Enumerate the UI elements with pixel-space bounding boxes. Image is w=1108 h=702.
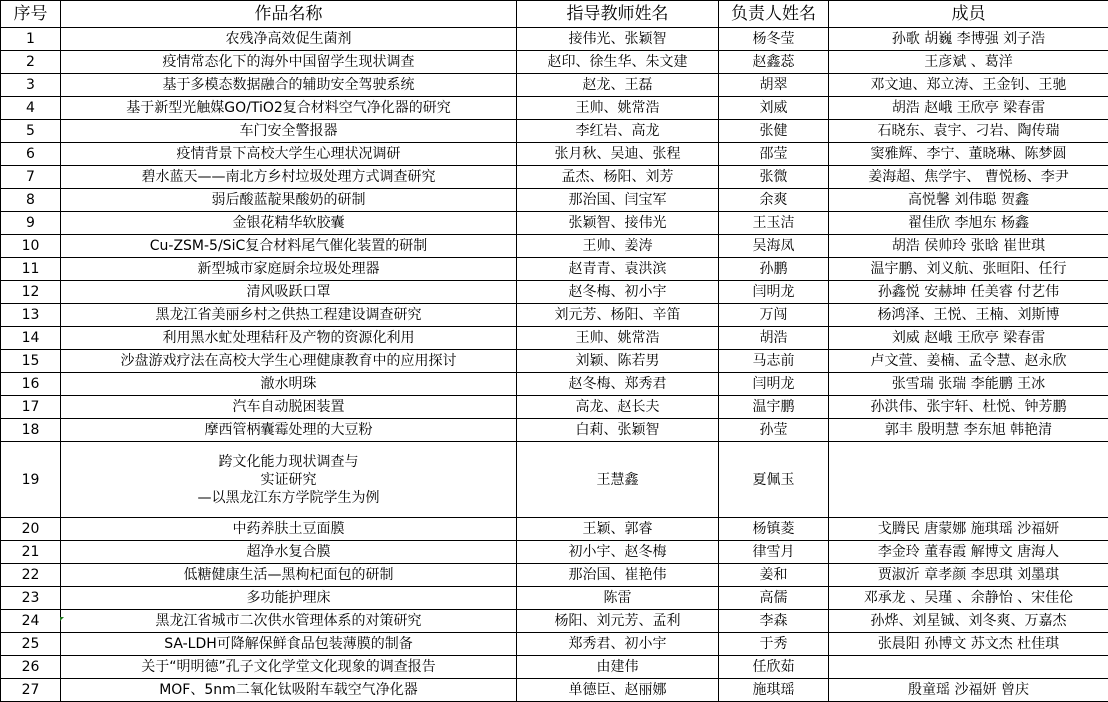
cell-advisor[interactable]: 由建伟 — [517, 656, 719, 679]
cell-title[interactable]: MOF、5nm二氧化钛吸附车载空气净化器 — [61, 679, 517, 702]
table-row — [1, 518, 1108, 541]
cell-title[interactable]: 超净水复合膜 — [61, 541, 517, 564]
cell-leader[interactable]: 马志前 — [719, 350, 829, 373]
table-row — [1, 541, 1108, 564]
cell-advisor[interactable]: 那治国、闫宝军 — [517, 189, 719, 212]
cell-title[interactable]: 金银花精华软胶囊 — [61, 212, 517, 235]
cell-no[interactable]: 20 — [1, 518, 61, 541]
cell-title[interactable]: 疫情背景下高校大学生心理状况调研 — [61, 143, 517, 166]
cell-no[interactable]: 5 — [1, 120, 61, 143]
cell-title[interactable]: Cu-ZSM-5/SiC复合材料尾气催化装置的研制 — [61, 235, 517, 258]
cell-members[interactable]: 邓承龙 、吴瑾 、余静怡 、宋佳伦 — [829, 587, 1108, 610]
cell-title[interactable]: 低糖健康生活—黑枸杞面包的研制 — [61, 564, 517, 587]
cell-leader[interactable]: 李森 — [719, 610, 829, 633]
cell-members[interactable]: 杨鸿泽、王悦、王楠、刘斯博 — [829, 304, 1108, 327]
table-row — [1, 633, 1108, 656]
cell-leader[interactable]: 施琪瑶 — [719, 679, 829, 702]
cell-members[interactable]: 胡浩 侯帅玲 张晗 崔世琪 — [829, 235, 1108, 258]
cell-no[interactable]: 19 — [1, 442, 61, 518]
cell-title[interactable]: 关于“明明德”孔子文化学堂文化现象的调查报告 — [61, 656, 517, 679]
cell-members[interactable]: 孙歌 胡巍 李博强 刘子浩 — [829, 28, 1108, 51]
cell-title[interactable]: 多功能护理床 — [61, 587, 517, 610]
cell-title[interactable]: 新型城市家庭厨余垃圾处理器 — [61, 258, 517, 281]
cell-leader[interactable]: 吴海凤 — [719, 235, 829, 258]
cell-no[interactable]: 13 — [1, 304, 61, 327]
cell-leader[interactable]: 闫明龙 — [719, 281, 829, 304]
cell-title[interactable]: 黑龙江省美丽乡村之供热工程建设调查研究 — [61, 304, 517, 327]
cell-no[interactable]: 11 — [1, 258, 61, 281]
table-row — [1, 281, 1108, 304]
cell-leader[interactable]: 孙鹏 — [719, 258, 829, 281]
cell-no[interactable]: 21 — [1, 541, 61, 564]
col-header-no[interactable]: 序号 — [1, 1, 61, 28]
cell-advisor[interactable]: 张颖智、接伟光 — [517, 212, 719, 235]
cell-members[interactable]: 石晓东、袁宇、刁岩、陶传瑞 — [829, 120, 1108, 143]
cell-title[interactable]: SA-LDH可降解保鲜食品包装薄膜的制备 — [61, 633, 517, 656]
cell-leader[interactable]: 夏佩玉 — [719, 442, 829, 518]
table-row — [1, 51, 1108, 74]
header-row — [1, 1, 1108, 28]
table-row — [1, 350, 1108, 373]
cell-members[interactable]: 邓文迪、郑立涛、王金钊、王驰 — [829, 74, 1108, 97]
cell-leader[interactable]: 温宇鹏 — [719, 396, 829, 419]
cell-comment-marker — [60, 617, 64, 621]
col-header-members[interactable]: 成员 — [829, 1, 1108, 28]
cell-members[interactable]: 卢文萱、姜楠、孟令慧、赵永欣 — [829, 350, 1108, 373]
col-header-advisor[interactable]: 指导教师姓名 — [517, 1, 719, 28]
table-row — [1, 212, 1108, 235]
cell-advisor[interactable]: 接伟光、张颖智 — [517, 28, 719, 51]
cell-no[interactable]: 23 — [1, 587, 61, 610]
cell-no[interactable]: 4 — [1, 97, 61, 120]
cell-members[interactable]: 窦雅辉、李宁、董晓琳、陈梦圆 — [829, 143, 1108, 166]
cell-leader[interactable]: 张微 — [719, 166, 829, 189]
table-body — [1, 28, 1108, 702]
cell-advisor[interactable]: 刘颖、陈若男 — [517, 350, 719, 373]
cell-advisor[interactable]: 赵龙、王磊 — [517, 74, 719, 97]
table-row — [1, 166, 1108, 189]
cell-members[interactable] — [829, 442, 1108, 518]
table-row — [1, 419, 1108, 442]
cell-advisor[interactable]: 杨阳、刘元芳、孟利 — [517, 610, 719, 633]
cell-leader[interactable]: 王玉洁 — [719, 212, 829, 235]
table-row — [1, 327, 1108, 350]
cell-leader[interactable]: 于秀 — [719, 633, 829, 656]
cell-leader[interactable]: 任欣茹 — [719, 656, 829, 679]
cell-members[interactable]: 高悦馨 刘伟聪 贺鑫 — [829, 189, 1108, 212]
cell-members[interactable]: 姜海超、焦学宇、 曹悦杨、李尹 — [829, 166, 1108, 189]
cell-title[interactable]: 基于新型光触媒GO/TiO2复合材料空气净化器的研究 — [61, 97, 517, 120]
cell-no[interactable]: 9 — [1, 212, 61, 235]
cell-advisor[interactable]: 王慧鑫 — [517, 442, 719, 518]
table-row — [1, 656, 1108, 679]
cell-title[interactable]: 基于多模态数据融合的辅助安全驾驶系统 — [61, 74, 517, 97]
cell-title[interactable]: 弱后酸蓝靛果酸奶的研制 — [61, 189, 517, 212]
cell-no[interactable]: 14 — [1, 327, 61, 350]
cell-leader[interactable]: 杨镇菱 — [719, 518, 829, 541]
cell-title[interactable]: 沙盘游戏疗法在高校大学生心理健康教育中的应用探讨 — [61, 350, 517, 373]
cell-leader[interactable]: 万闯 — [719, 304, 829, 327]
table-row — [1, 396, 1108, 419]
cell-members[interactable]: 温宇鹏、刘义航、张晅阳、任行 — [829, 258, 1108, 281]
table-row — [1, 235, 1108, 258]
cell-advisor[interactable]: 赵青青、袁洪滨 — [517, 258, 719, 281]
cell-no[interactable]: 7 — [1, 166, 61, 189]
cell-title[interactable]: 疫情常态化下的海外中国留学生现状调查 — [61, 51, 517, 74]
cell-leader[interactable]: 闫明龙 — [719, 373, 829, 396]
cell-no[interactable]: 17 — [1, 396, 61, 419]
cell-no[interactable]: 10 — [1, 235, 61, 258]
cell-title[interactable]: 碧水蓝天——南北方乡村垃圾处理方式调查研究 — [61, 166, 517, 189]
cell-members[interactable]: 郭丰 殷明慧 李东旭 韩艳清 — [829, 419, 1108, 442]
table-row — [1, 74, 1108, 97]
table-row — [1, 97, 1108, 120]
table-row — [1, 189, 1108, 212]
cell-title[interactable]: 跨文化能力现状调查与 实证研究 —以黑龙江东方学院学生为例 — [61, 442, 517, 518]
table-row — [1, 258, 1108, 281]
cell-advisor[interactable]: 初小宇、赵冬梅 — [517, 541, 719, 564]
cell-no[interactable]: 2 — [1, 51, 61, 74]
cell-members[interactable]: 李金玲 董春霞 解博文 唐海人 — [829, 541, 1108, 564]
cell-no[interactable]: 6 — [1, 143, 61, 166]
cell-advisor[interactable]: 赵冬梅、郑秀君 — [517, 373, 719, 396]
cell-members[interactable]: 翟佳欣 李旭东 杨鑫 — [829, 212, 1108, 235]
cell-advisor[interactable]: 陈雷 — [517, 587, 719, 610]
cell-no[interactable]: 22 — [1, 564, 61, 587]
cell-members[interactable]: 张雪瑞 张瑞 李能鹏 王冰 — [829, 373, 1108, 396]
cell-leader[interactable]: 胡翠 — [719, 74, 829, 97]
table-row — [1, 679, 1108, 702]
cell-leader[interactable]: 赵鑫蕊 — [719, 51, 829, 74]
cell-no[interactable]: 16 — [1, 373, 61, 396]
cell-no[interactable]: 12 — [1, 281, 61, 304]
cell-advisor[interactable]: 郑秀君、初小宇 — [517, 633, 719, 656]
cell-advisor[interactable]: 张月秋、吴迪、张程 — [517, 143, 719, 166]
cell-no[interactable]: 1 — [1, 28, 61, 51]
cell-advisor[interactable]: 高龙、赵长夫 — [517, 396, 719, 419]
cell-advisor[interactable]: 王帅、姚常浩 — [517, 327, 719, 350]
cell-title[interactable]: 清风吸跃口罩 — [61, 281, 517, 304]
cell-members[interactable]: 殷童瑶 沙福妍 曾庆 — [829, 679, 1108, 702]
cell-members[interactable]: 胡浩 赵峨 王欣亭 梁春雷 — [829, 97, 1108, 120]
cell-no[interactable]: 18 — [1, 419, 61, 442]
cell-advisor[interactable]: 白莉、张颖智 — [517, 419, 719, 442]
cell-no[interactable]: 24 — [1, 610, 61, 633]
cell-advisor[interactable]: 李红岩、高龙 — [517, 120, 719, 143]
cell-leader[interactable]: 胡浩 — [719, 327, 829, 350]
col-header-leader[interactable]: 负责人姓名 — [719, 1, 829, 28]
cell-advisor[interactable]: 刘元芳、杨阳、辛笛 — [517, 304, 719, 327]
table-row — [1, 143, 1108, 166]
cell-advisor[interactable]: 单德臣、赵丽娜 — [517, 679, 719, 702]
cell-advisor[interactable]: 孟杰、杨阳、刘芳 — [517, 166, 719, 189]
col-header-title[interactable]: 作品名称 — [61, 1, 517, 28]
cell-leader[interactable]: 邵莹 — [719, 143, 829, 166]
cell-no[interactable]: 25 — [1, 633, 61, 656]
cell-members[interactable]: 贾淑沂 章孝颜 李思琪 刘墨琪 — [829, 564, 1108, 587]
cell-title[interactable]: 黑龙江省城市二次供水管理体系的对策研究 — [61, 610, 517, 633]
table-row — [1, 373, 1108, 396]
cell-advisor[interactable]: 赵冬梅、初小宇 — [517, 281, 719, 304]
cell-title[interactable]: 汽车自动脱困装置 — [61, 396, 517, 419]
table-row — [1, 442, 1108, 518]
cell-leader[interactable]: 律雪月 — [719, 541, 829, 564]
cell-no[interactable]: 15 — [1, 350, 61, 373]
cell-advisor[interactable]: 赵印、徐生华、朱文建 — [517, 51, 719, 74]
cell-members[interactable]: 戈腾民 唐蒙娜 施琪瑶 沙福妍 — [829, 518, 1108, 541]
cell-members[interactable]: 孙鑫悦 安赫坤 任美睿 付艺伟 — [829, 281, 1108, 304]
cell-advisor[interactable]: 王帅、姚常浩 — [517, 97, 719, 120]
cell-title[interactable]: 摩西管柄囊霉处理的大豆粉 — [61, 419, 517, 442]
cell-title[interactable]: 农残净高效促生菌剂 — [61, 28, 517, 51]
cell-advisor[interactable]: 王帅、姜涛 — [517, 235, 719, 258]
cell-advisor[interactable]: 那治国、崔艳伟 — [517, 564, 719, 587]
cell-members[interactable]: 王彦斌 、葛洋 — [829, 51, 1108, 74]
cell-advisor[interactable]: 王颖、郭睿 — [517, 518, 719, 541]
cell-no[interactable]: 3 — [1, 74, 61, 97]
table-row — [1, 610, 1108, 633]
table-row — [1, 28, 1108, 51]
table-row — [1, 120, 1108, 143]
cell-leader[interactable]: 刘威 — [719, 97, 829, 120]
cell-title[interactable]: 车门安全警报器 — [61, 120, 517, 143]
cell-members[interactable] — [829, 656, 1108, 679]
cell-members[interactable]: 张晨阳 孙博文 苏文杰 杜佳琪 — [829, 633, 1108, 656]
table-row — [1, 587, 1108, 610]
cell-title[interactable]: 澈水明珠 — [61, 373, 517, 396]
cell-no[interactable]: 26 — [1, 656, 61, 679]
cell-members[interactable]: 刘威 赵峨 王欣亭 梁春雷 — [829, 327, 1108, 350]
cell-title[interactable]: 中药养肤土豆面膜 — [61, 518, 517, 541]
cell-leader[interactable]: 孙莹 — [719, 419, 829, 442]
cell-leader[interactable]: 杨冬莹 — [719, 28, 829, 51]
cell-leader[interactable]: 余爽 — [719, 189, 829, 212]
table-row — [1, 564, 1108, 587]
cell-members[interactable]: 孙洪伟、张宇轩、杜悦、钟芳鹏 — [829, 396, 1108, 419]
cell-leader[interactable]: 张健 — [719, 120, 829, 143]
cell-title[interactable]: 利用黑水虻处理秸秆及产物的资源化利用 — [61, 327, 517, 350]
cell-no[interactable]: 8 — [1, 189, 61, 212]
cell-no[interactable]: 27 — [1, 679, 61, 702]
cell-leader[interactable]: 姜和 — [719, 564, 829, 587]
cell-members[interactable]: 孙烨、刘星铖、刘冬爽、万嘉杰 — [829, 610, 1108, 633]
table-row — [1, 304, 1108, 327]
cell-leader[interactable]: 高儒 — [719, 587, 829, 610]
table-header — [1, 1, 1108, 28]
